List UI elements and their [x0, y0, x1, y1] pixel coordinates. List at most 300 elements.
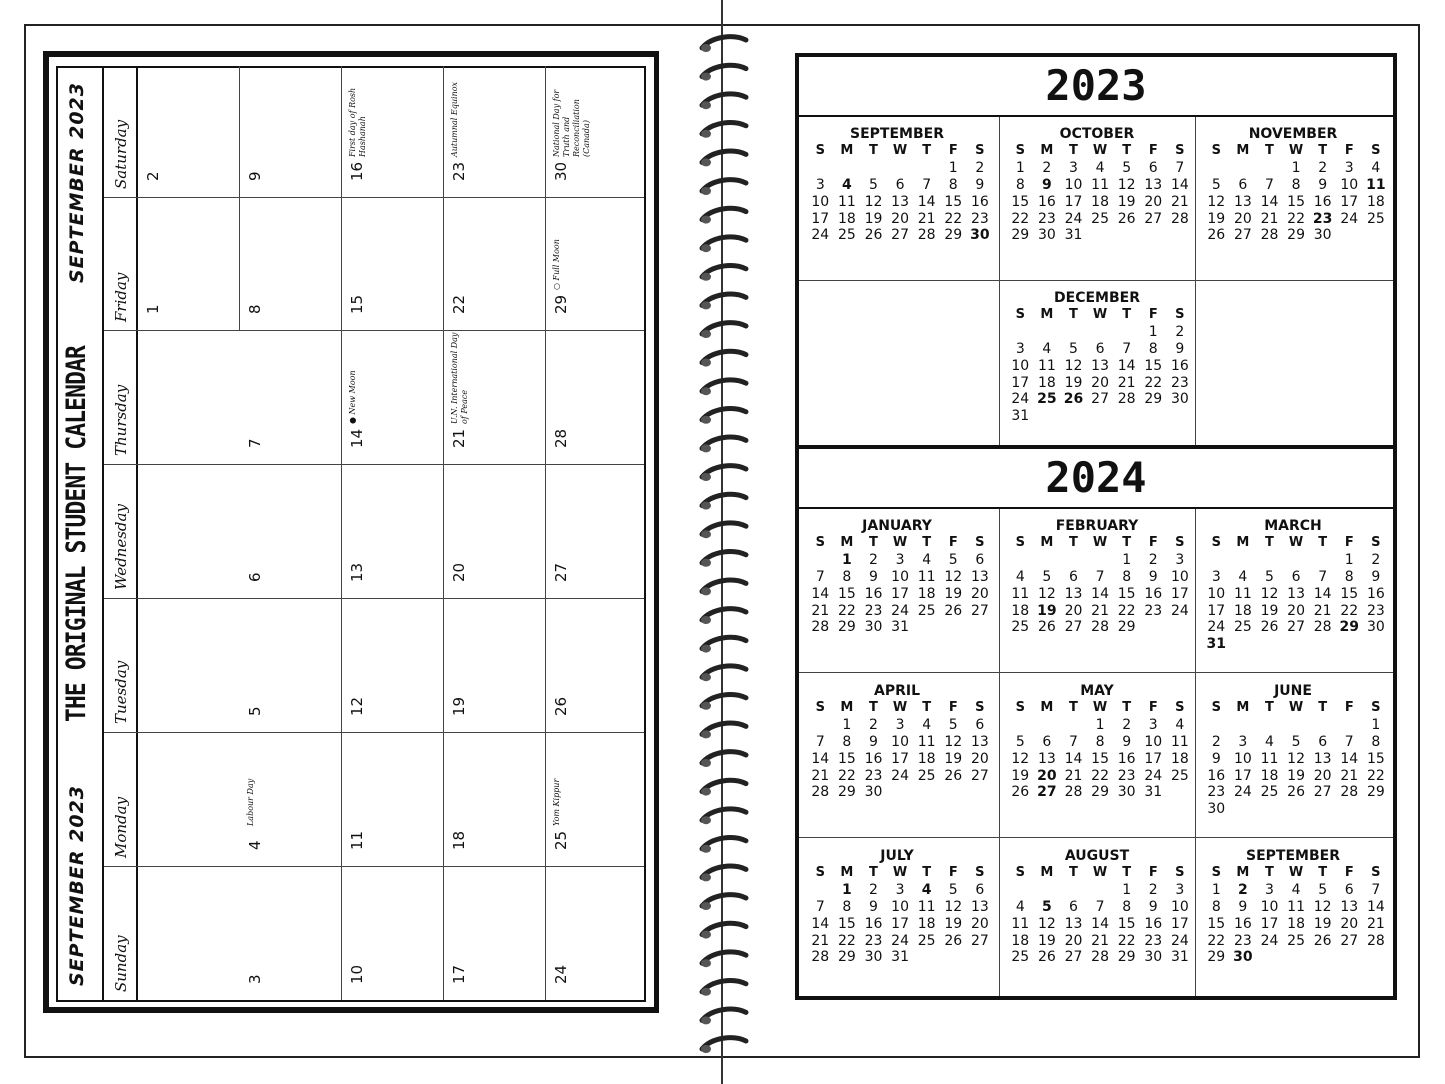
empty-day — [967, 949, 994, 966]
mini-calendar-day: 7 — [922, 176, 932, 193]
mini-calendar-day: 17 — [1144, 750, 1163, 767]
mini-calendar-day: 1 — [842, 882, 852, 899]
mini-calendar-day: 8 — [1122, 568, 1132, 585]
mini-calendar-day: 29 — [837, 784, 856, 801]
weekday-initial: F — [1344, 143, 1354, 159]
empty-day — [1230, 552, 1257, 569]
date-cell[interactable] — [444, 465, 546, 598]
date-cell[interactable] — [546, 465, 646, 598]
mini-calendar-day: 23 — [1207, 784, 1226, 801]
mini-calendar-day: 24 — [891, 767, 909, 784]
date-number: 19 — [450, 696, 468, 716]
date-cell[interactable] — [342, 599, 444, 732]
date-number: 23 — [450, 161, 468, 181]
mini-calendar-day: 17 — [1170, 915, 1189, 932]
mini-calendar-day: 3 — [1015, 340, 1025, 357]
mini-calendar-day: 3 — [895, 717, 905, 734]
mini-calendar-day: 19 — [1260, 602, 1279, 619]
mini-calendar-month: DECEMBER — [1054, 290, 1140, 306]
mini-calendar-day: 7 — [1095, 568, 1105, 585]
weekday-initial: F — [1148, 307, 1158, 323]
spiral-hole — [701, 759, 711, 767]
day-header: Sunday — [104, 867, 138, 1000]
empty-day — [1007, 324, 1034, 341]
mini-calendar-day: 27 — [970, 932, 989, 949]
weekday-initial: S — [1371, 535, 1381, 551]
empty-day — [860, 160, 887, 177]
mini-calendar-day: 7 — [1265, 176, 1274, 193]
weekday-initial: T — [1069, 865, 1078, 881]
empty-day — [1363, 801, 1390, 818]
weekday-initial: W — [892, 143, 908, 159]
mini-calendar-day: 8 — [842, 733, 852, 750]
mini-calendar-day: 17 — [1340, 193, 1359, 210]
empty-day — [940, 784, 967, 801]
empty-day — [1230, 717, 1257, 734]
mini-calendar-day: 21 — [1340, 767, 1359, 784]
mini-calendar-day: 17 — [1260, 915, 1279, 932]
mini-calendar-day: 10 — [891, 568, 909, 585]
weekday-initial: F — [948, 143, 958, 159]
date-number: 12 — [348, 696, 366, 716]
mini-calendar-day: 21 — [1064, 767, 1083, 784]
mini-calendar-day: 10 — [1170, 898, 1189, 915]
mini-calendar-day: 2 — [869, 882, 878, 899]
mini-calendar-day: 22 — [1207, 932, 1226, 949]
mini-calendar-day: 10 — [1011, 357, 1030, 374]
date-number: 10 — [348, 964, 366, 984]
mini-calendar-day: 10 — [891, 733, 909, 750]
mini-calendar-day: 20 — [1313, 767, 1332, 784]
empty-day — [807, 717, 834, 734]
empty-day — [887, 160, 914, 177]
mini-calendar-day: 25 — [837, 227, 856, 244]
mini-calendar-day: 17 — [891, 750, 909, 767]
date-cell[interactable] — [546, 331, 646, 464]
spiral-hole — [701, 959, 711, 967]
weekday-initial: S — [1371, 700, 1381, 716]
mini-calendar-day: 15 — [1287, 193, 1305, 210]
weekday-initial: F — [1344, 865, 1354, 881]
mini-calendar-day: 25 — [1260, 784, 1279, 801]
weekday-initial: T — [869, 535, 878, 551]
empty-day — [1167, 408, 1194, 425]
date-cell[interactable] — [138, 66, 240, 197]
mini-calendar-day: 12 — [1287, 750, 1305, 767]
mini-calendar-day: 15 — [1207, 915, 1226, 932]
weekday-initial: T — [869, 865, 878, 881]
date-cell[interactable] — [444, 66, 546, 197]
spiral-hole — [701, 788, 711, 796]
weekday-initial: T — [1122, 143, 1132, 159]
mini-calendar-day: 26 — [1037, 949, 1056, 966]
date-cell[interactable] — [444, 733, 546, 866]
empty-day — [1363, 949, 1390, 966]
empty-day — [1336, 949, 1363, 966]
mini-calendar-day: 30 — [1144, 949, 1163, 966]
date-cell[interactable] — [240, 331, 342, 464]
mini-calendar-day: 13 — [1340, 898, 1359, 915]
mini-calendar-day: 17 — [1233, 767, 1252, 784]
weekday-initial: M — [1236, 535, 1250, 551]
mini-calendar-day: 15 — [1117, 915, 1136, 932]
mini-calendar-day: 12 — [864, 193, 883, 210]
mini-calendar-day: 22 — [837, 602, 856, 619]
year-2023-title: 2023 — [799, 57, 1393, 117]
mini-calendar-day: 11 — [837, 193, 856, 210]
mini-calendar-day: 12 — [944, 898, 963, 915]
weekday-initial: T — [1318, 700, 1328, 716]
empty-day — [1256, 552, 1283, 569]
mini-calendar-day: 18 — [917, 750, 936, 767]
empty-day — [1007, 717, 1034, 734]
empty-day — [1230, 160, 1257, 177]
weekday-initial: S — [815, 700, 825, 716]
mini-calendar-day: 7 — [1175, 160, 1185, 177]
mini-calendar-day: 5 — [948, 717, 958, 734]
weekday-initial: S — [1015, 143, 1025, 159]
spiral-hole — [701, 587, 711, 595]
empty-day — [940, 949, 967, 966]
mini-calendar-day: 22 — [1091, 767, 1109, 784]
weekday-initial: S — [975, 865, 985, 881]
date-cell[interactable] — [240, 66, 342, 197]
mini-calendar-day: 21 — [811, 602, 830, 619]
weekday-initial: W — [1288, 143, 1304, 159]
mini-calendar-day: 15 — [1366, 750, 1385, 767]
mini-calendar-day: 18 — [1170, 750, 1189, 767]
mini-calendar-day: 29 — [1011, 227, 1030, 244]
mini-calendar-day: 23 — [864, 767, 883, 784]
spiral-hole — [701, 101, 711, 109]
mini-calendar-day: 29 — [1117, 619, 1136, 636]
mini-calendar-day: 16 — [1170, 357, 1189, 374]
mini-calendar-day: 14 — [1117, 357, 1136, 374]
mini-calendar-day: 14 — [1313, 585, 1332, 602]
date-number: 27 — [552, 562, 570, 582]
mini-calendar-day: 7 — [1095, 898, 1105, 915]
date-cell[interactable] — [240, 733, 342, 866]
mini-calendar-day: 7 — [815, 733, 825, 750]
month-grid — [104, 66, 646, 1002]
mini-calendar-day: 30 — [1366, 619, 1385, 636]
mini-calendar-day: 9 — [1148, 568, 1158, 585]
date-cell[interactable] — [546, 867, 646, 1000]
date-cell[interactable] — [342, 465, 444, 598]
day-header: Thursday — [104, 331, 138, 464]
weekday-initial: T — [869, 700, 878, 716]
mini-calendar-day: 26 — [944, 932, 963, 949]
mini-calendar-day: 6 — [975, 717, 985, 734]
weekday-initial: W — [1288, 865, 1304, 881]
mini-calendar-day: 6 — [1318, 733, 1328, 750]
mini-calendar-day: 31 — [891, 619, 909, 636]
spiral-hole — [701, 645, 711, 653]
mini-calendar-day: 16 — [1233, 915, 1252, 932]
mini-calendar-day: 6 — [1069, 898, 1078, 915]
mini-calendar-day: 22 — [1117, 602, 1136, 619]
spiral-hole — [701, 816, 711, 824]
date-cell[interactable] — [546, 66, 646, 197]
weekday-initial: M — [1040, 143, 1054, 159]
mini-calendar-day: 18 — [837, 210, 856, 227]
mini-calendar-month: AUGUST — [1064, 848, 1130, 864]
date-number: 26 — [552, 696, 570, 716]
date-cell[interactable] — [444, 599, 546, 732]
mini-calendar-day: 3 — [895, 882, 905, 899]
mini-calendar-day: 25 — [1366, 210, 1385, 227]
date-cell[interactable] — [138, 198, 240, 330]
mini-calendar-day: 2 — [869, 552, 878, 569]
mini-calendar-day: 3 — [815, 176, 825, 193]
mini-calendar-day: 5 — [1015, 733, 1025, 750]
date-number: 22 — [450, 294, 468, 314]
mini-calendar-day: 8 — [1344, 568, 1354, 585]
mini-calendar-day: 26 — [944, 602, 963, 619]
mini-calendar-day: 1 — [1122, 882, 1132, 899]
mini-calendar-day: 24 — [1340, 210, 1359, 227]
mini-calendar-day: 25 — [1170, 767, 1189, 784]
mini-calendar-day: 3 — [895, 552, 905, 569]
weekday-initial: S — [1211, 700, 1221, 716]
mini-calendar-september — [799, 117, 995, 282]
date-cell[interactable] — [546, 599, 646, 732]
weekday-initial: S — [975, 143, 985, 159]
mini-calendar-day: 1 — [842, 552, 852, 569]
weekday-initial: S — [1015, 700, 1025, 716]
spiral-hole — [701, 387, 711, 395]
mini-calendar-day: 9 — [1042, 176, 1052, 193]
weekday-initial: S — [975, 700, 985, 716]
event-note: ● New Moon — [348, 370, 357, 424]
empty-day — [1034, 717, 1061, 734]
empty-day — [1140, 619, 1167, 636]
mini-calendar-day: 1 — [1148, 324, 1158, 341]
weekday-initial: T — [1122, 307, 1132, 323]
mini-calendar-day: 29 — [1144, 391, 1163, 408]
empty-day — [1283, 636, 1310, 653]
weekday-initial: S — [975, 535, 985, 551]
mini-calendar-day: 15 — [1091, 750, 1109, 767]
mini-calendar-day: 13 — [891, 193, 909, 210]
mini-calendar-day: 16 — [864, 750, 883, 767]
date-cell[interactable] — [342, 733, 444, 866]
mini-calendar-day: 10 — [1207, 585, 1226, 602]
date-cell[interactable] — [342, 198, 444, 330]
weekday-initial: T — [922, 700, 932, 716]
date-cell[interactable] — [444, 867, 546, 1000]
mini-calendar-day: 20 — [1340, 915, 1359, 932]
weekday-initial: S — [1175, 307, 1185, 323]
mini-calendar-day: 5 — [1265, 568, 1274, 585]
mini-calendar-day: 1 — [948, 160, 958, 177]
weekday-initial: W — [1092, 143, 1108, 159]
mini-calendar-day: 3 — [1265, 882, 1274, 899]
date-cell[interactable] — [342, 331, 444, 464]
mini-calendar-day: 4 — [1371, 160, 1381, 177]
empty-day — [940, 619, 967, 636]
weekday-initial: M — [1040, 307, 1054, 323]
empty-day — [913, 160, 940, 177]
mini-calendar-day: 22 — [1117, 932, 1136, 949]
mini-calendar-day: 30 — [864, 949, 883, 966]
day-header: Monday — [104, 733, 138, 866]
empty-day — [1203, 552, 1230, 569]
mini-calendar-day: 31 — [1011, 408, 1030, 425]
mini-calendar-day: 26 — [944, 767, 963, 784]
mini-calendar-day: 27 — [1233, 227, 1252, 244]
spiral-hole — [701, 244, 711, 252]
mini-calendar-day: 19 — [1064, 374, 1083, 391]
weekday-initial: T — [1265, 143, 1274, 159]
mini-calendar-january — [799, 509, 995, 674]
weekday-initial: T — [1069, 307, 1078, 323]
event-note: U.N. International Day of Peace — [450, 332, 469, 424]
month-banner — [56, 66, 104, 1002]
weekday-initial: T — [869, 143, 878, 159]
mini-calendar-day: 1 — [1015, 160, 1025, 177]
mini-calendar-day: 30 — [970, 227, 990, 244]
mini-calendar-day: 8 — [1122, 898, 1132, 915]
mini-calendar-day: 17 — [1207, 602, 1226, 619]
mini-calendar-day: 24 — [891, 602, 909, 619]
mini-calendar-day: 7 — [815, 568, 825, 585]
date-number: 15 — [348, 294, 366, 314]
date-cell[interactable] — [240, 599, 342, 732]
mini-calendar-day: 11 — [1233, 585, 1252, 602]
mini-calendar-september — [1195, 839, 1391, 1004]
weekday-initial: T — [1069, 143, 1078, 159]
mini-calendar-day: 3 — [1148, 717, 1158, 734]
spiral-hole — [701, 158, 711, 166]
mini-calendar-day: 28 — [1340, 784, 1359, 801]
mini-calendar-day: 14 — [811, 915, 830, 932]
mini-calendar-day: 11 — [1366, 176, 1386, 193]
empty-day — [1087, 552, 1114, 569]
empty-day — [1256, 160, 1283, 177]
mini-calendar-day: 2 — [1211, 733, 1221, 750]
mini-calendar-day: 24 — [1064, 210, 1083, 227]
weekday-initial: W — [892, 700, 908, 716]
mini-calendar-day: 31 — [891, 949, 909, 966]
weekday-initial: M — [1040, 700, 1054, 716]
mini-calendar-day: 30 — [864, 784, 883, 801]
mini-calendar-day: 18 — [1037, 374, 1056, 391]
mini-calendar-day: 13 — [1064, 915, 1083, 932]
mini-calendar-day: 2 — [1238, 882, 1248, 899]
mini-calendar-day: 23 — [864, 932, 883, 949]
mini-calendar-day: 26 — [1207, 227, 1226, 244]
mini-calendar-day: 7 — [1344, 733, 1354, 750]
empty-day — [887, 784, 914, 801]
mini-calendar-grid — [1203, 535, 1389, 653]
date-cell[interactable] — [444, 198, 546, 330]
mini-calendar-day: 23 — [1170, 374, 1189, 391]
weekday-initial: F — [1148, 700, 1158, 716]
date-number: 24 — [552, 964, 570, 984]
date-cell[interactable] — [546, 733, 646, 866]
mini-calendar-day: 24 — [1170, 932, 1189, 949]
empty-day — [1336, 636, 1363, 653]
mini-calendar-day: 5 — [1042, 568, 1052, 585]
mini-calendar-day: 9 — [1238, 898, 1248, 915]
date-cell[interactable] — [546, 198, 646, 330]
weekday-initial: M — [1236, 143, 1250, 159]
spiral-hole — [701, 845, 711, 853]
weekday-initial: S — [1175, 865, 1185, 881]
mini-calendar-day: 11 — [1091, 176, 1109, 193]
mini-calendar-day: 17 — [1011, 374, 1030, 391]
empty-day — [1283, 801, 1310, 818]
empty-day — [1060, 324, 1087, 341]
date-cell[interactable] — [240, 198, 342, 330]
mini-calendar-day: 12 — [1037, 915, 1056, 932]
date-cell[interactable] — [444, 331, 546, 464]
mini-calendar-day: 20 — [970, 750, 989, 767]
mini-calendar-grid — [1007, 700, 1193, 801]
weekday-initial: F — [1344, 535, 1354, 551]
mini-calendar-day: 24 — [891, 932, 909, 949]
event-note: Labour Day — [246, 778, 255, 826]
mini-calendar-day: 12 — [1117, 176, 1136, 193]
mini-calendar-day: 9 — [1122, 733, 1132, 750]
mini-calendar-day: 6 — [1238, 176, 1248, 193]
mini-calendar-day: 13 — [1144, 176, 1163, 193]
mini-calendar-day: 5 — [948, 882, 958, 899]
mini-calendar-day: 14 — [1366, 898, 1385, 915]
mini-calendar-august — [999, 839, 1195, 1004]
empty-day — [1256, 949, 1283, 966]
empty-day — [1336, 227, 1363, 244]
date-cell[interactable] — [342, 66, 444, 197]
mini-calendar-day: 16 — [864, 915, 883, 932]
weekday-initial: M — [840, 535, 854, 551]
mini-calendar-day: 4 — [1015, 568, 1025, 585]
date-cell[interactable] — [240, 465, 342, 598]
mini-calendar-day: 2 — [1122, 717, 1132, 734]
mini-calendar-day: 29 — [1366, 784, 1385, 801]
empty-day — [1087, 227, 1114, 244]
day-column-friday — [104, 197, 644, 330]
mini-calendar-day: 26 — [1117, 210, 1136, 227]
mini-calendar-day: 18 — [917, 585, 936, 602]
weekday-initial: M — [1040, 535, 1054, 551]
mini-calendar-day: 1 — [1371, 717, 1381, 734]
weekday-initial: F — [1148, 865, 1158, 881]
date-cell[interactable] — [342, 867, 444, 1000]
mini-calendar-day: 4 — [1015, 898, 1025, 915]
mini-calendar-day: 4 — [922, 552, 932, 569]
mini-calendar-day: 27 — [1144, 210, 1163, 227]
mini-calendar-day: 16 — [1117, 750, 1136, 767]
weekday-initial: W — [1092, 307, 1108, 323]
mini-calendar-day: 17 — [891, 585, 909, 602]
mini-calendar-day: 25 — [917, 932, 936, 949]
weekday-initial: F — [1148, 535, 1158, 551]
empty-day — [1309, 949, 1336, 966]
day-header: Tuesday — [104, 599, 138, 732]
mini-calendar-grid — [1007, 307, 1193, 425]
mini-calendar-day: 2 — [1371, 552, 1381, 569]
date-number: 17 — [450, 964, 468, 984]
date-cell[interactable] — [240, 867, 342, 1000]
mini-calendar-day: 23 — [1366, 602, 1385, 619]
mini-calendar-day: 29 — [1117, 949, 1136, 966]
date-number: 1 — [144, 304, 162, 314]
mini-calendar-day: 4 — [921, 882, 932, 899]
day-column-tuesday — [104, 598, 644, 732]
mini-calendar-day: 11 — [1260, 750, 1279, 767]
